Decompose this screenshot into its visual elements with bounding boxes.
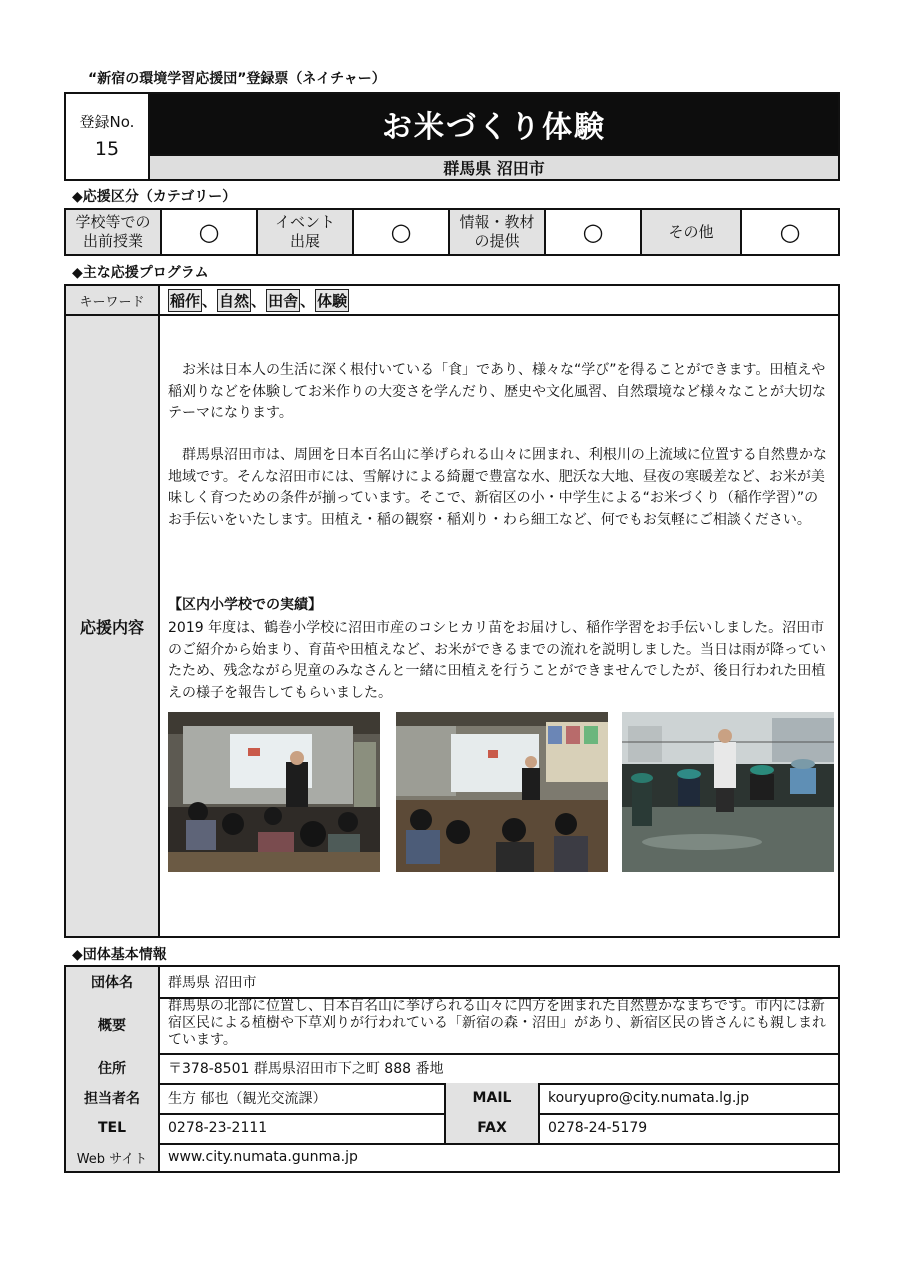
category-label-line: 出前授業 bbox=[82, 232, 143, 250]
category-label-line: イベント bbox=[274, 213, 335, 231]
info-label: 住所 bbox=[66, 1053, 160, 1083]
content-paragraph: お米は日本人の生活に深く根付いている「食」であり、様々な“学び”を得ることができます。田植えや稲刈りなどを体験してお米作りの大変さを学んだり、歴史や文化風習、自然環境など様々なことが大切なテーマになります。 bbox=[168, 362, 826, 421]
category-label-line: 学校等での bbox=[75, 213, 151, 231]
section-program-heading: ◆主な応援プログラム bbox=[72, 265, 209, 281]
info-label: MAIL bbox=[444, 1083, 540, 1113]
keyword-separator: 、 bbox=[300, 291, 316, 310]
keyword-tag: 自然 bbox=[217, 289, 251, 312]
category-mark-lessons: ○ bbox=[162, 210, 258, 254]
info-row-phone bbox=[66, 1113, 838, 1145]
info-label: TEL bbox=[66, 1113, 160, 1143]
website-link[interactable]: www.city.numata.gunma.jp bbox=[168, 1149, 358, 1165]
photo-classroom-presentation bbox=[168, 712, 380, 872]
form-title: “新宿の環境学習応援団”登録票（ネイチャー） bbox=[88, 71, 386, 87]
photo-classroom-students bbox=[396, 712, 608, 872]
category-label-other: その他 bbox=[642, 210, 742, 254]
program-table bbox=[64, 284, 840, 938]
rice-planting-photo bbox=[622, 712, 834, 872]
keyword-tag: 体験 bbox=[315, 289, 349, 312]
keyword-tag: 田舎 bbox=[266, 289, 300, 312]
registration-number: 15 bbox=[94, 137, 120, 160]
content-body bbox=[160, 316, 838, 936]
photo-rice-planting bbox=[622, 712, 834, 872]
category-label-event bbox=[258, 210, 354, 254]
keyword-label: キーワード bbox=[66, 286, 160, 316]
contact-tel: 0278-23-2111 bbox=[168, 1120, 268, 1136]
category-mark-materials: ○ bbox=[546, 210, 642, 254]
content-label: 応援内容 bbox=[66, 316, 160, 936]
info-row-address bbox=[66, 1053, 838, 1085]
registration-label: 登録No. bbox=[79, 112, 135, 131]
category-table bbox=[64, 208, 840, 256]
category-mark-event: ○ bbox=[354, 210, 450, 254]
keyword-tag: 稲作 bbox=[168, 289, 202, 312]
contact-email[interactable]: kouryupro@city.numata.lg.jp bbox=[548, 1090, 750, 1106]
info-row-website bbox=[66, 1143, 838, 1171]
category-label-line: 出展 bbox=[289, 232, 320, 250]
contact-fax: 0278-24-5179 bbox=[548, 1120, 648, 1136]
page-title: お米づくり体験 bbox=[150, 94, 838, 154]
registration-box bbox=[66, 94, 150, 179]
basic-info-table bbox=[64, 965, 840, 1173]
info-label: Web サイト bbox=[66, 1143, 160, 1171]
classroom-photo-1 bbox=[168, 712, 380, 872]
info-label: 概要 bbox=[66, 997, 160, 1053]
info-label: 団体名 bbox=[66, 967, 160, 997]
organization-name: 群馬県 沼田市 bbox=[168, 975, 257, 991]
organization-overview: 群馬県の北部に位置し、日本百名山に挙げられる山々に四方を囲まれた自然豊かなまちです。市内には新宿区民による植樹や下草刈りが行われている「新宿の森・沼田」があり、新宿区民の皆さんにも親しまれています。 bbox=[168, 998, 826, 1048]
keyword-separator: 、 bbox=[202, 291, 218, 310]
organization-address: 〒378-8501 群馬県沼田市下之町 888 番地 bbox=[168, 1061, 444, 1077]
info-label: 担当者名 bbox=[66, 1083, 160, 1113]
category-label-line: の提供 bbox=[474, 232, 520, 250]
info-row-contact bbox=[66, 1083, 838, 1115]
info-row-overview bbox=[66, 997, 838, 1055]
category-label-line: 情報・教材 bbox=[459, 213, 535, 231]
section-basic-info-heading: ◆団体基本情報 bbox=[72, 947, 167, 963]
achievements-heading: 【区内小学校での実績】 bbox=[168, 597, 322, 613]
achievements-paragraph: 2019 年度は、鶴巻小学校に沼田市産のコシヒカリ苗をお届けし、稲作学習をお手伝いしました。沼田市のご紹介から始まり、育苗や田植えなど、お米ができるまでの流れを説明しました。当日は雨が降っていたため、残念ながら児童のみなさんと一緒に田植えを行うことができませんでしたが、後日行われた田植えの様子を報告してもらいました。 bbox=[168, 620, 826, 701]
content-paragraph: 群馬県沼田市は、周囲を日本百名山に挙げられる山々に囲まれ、利根川の上流域に位置する自然豊かな地域です。そんな沼田市には、雪解けによる綺麗で豊富な水、肥沃な大地、昼夜の寒暖差など、お米が美味しく育つための条件が揃っています。そこで、新宿区の小・中学生による“お米づくり（稲作学習）”のお手伝いをいたします。田植え・稲の観察・稲刈り・わら細工など、何でもお気軽にご相談ください。 bbox=[168, 447, 827, 528]
category-mark-other: ○ bbox=[779, 218, 801, 246]
info-row-name bbox=[66, 967, 838, 999]
category-label-materials bbox=[450, 210, 546, 254]
classroom-photo-2 bbox=[396, 712, 608, 872]
keyword-separator: 、 bbox=[251, 291, 267, 310]
keyword-list bbox=[160, 286, 838, 316]
category-label-lessons bbox=[66, 210, 162, 254]
info-label: FAX bbox=[444, 1113, 540, 1143]
section-category-heading: ◆応援区分（カテゴリー） bbox=[72, 189, 237, 205]
contact-person: 生方 郁也（観光交流課） bbox=[168, 1091, 327, 1107]
title-block bbox=[64, 92, 840, 181]
page-subtitle: 群馬県 沼田市 bbox=[150, 154, 838, 179]
